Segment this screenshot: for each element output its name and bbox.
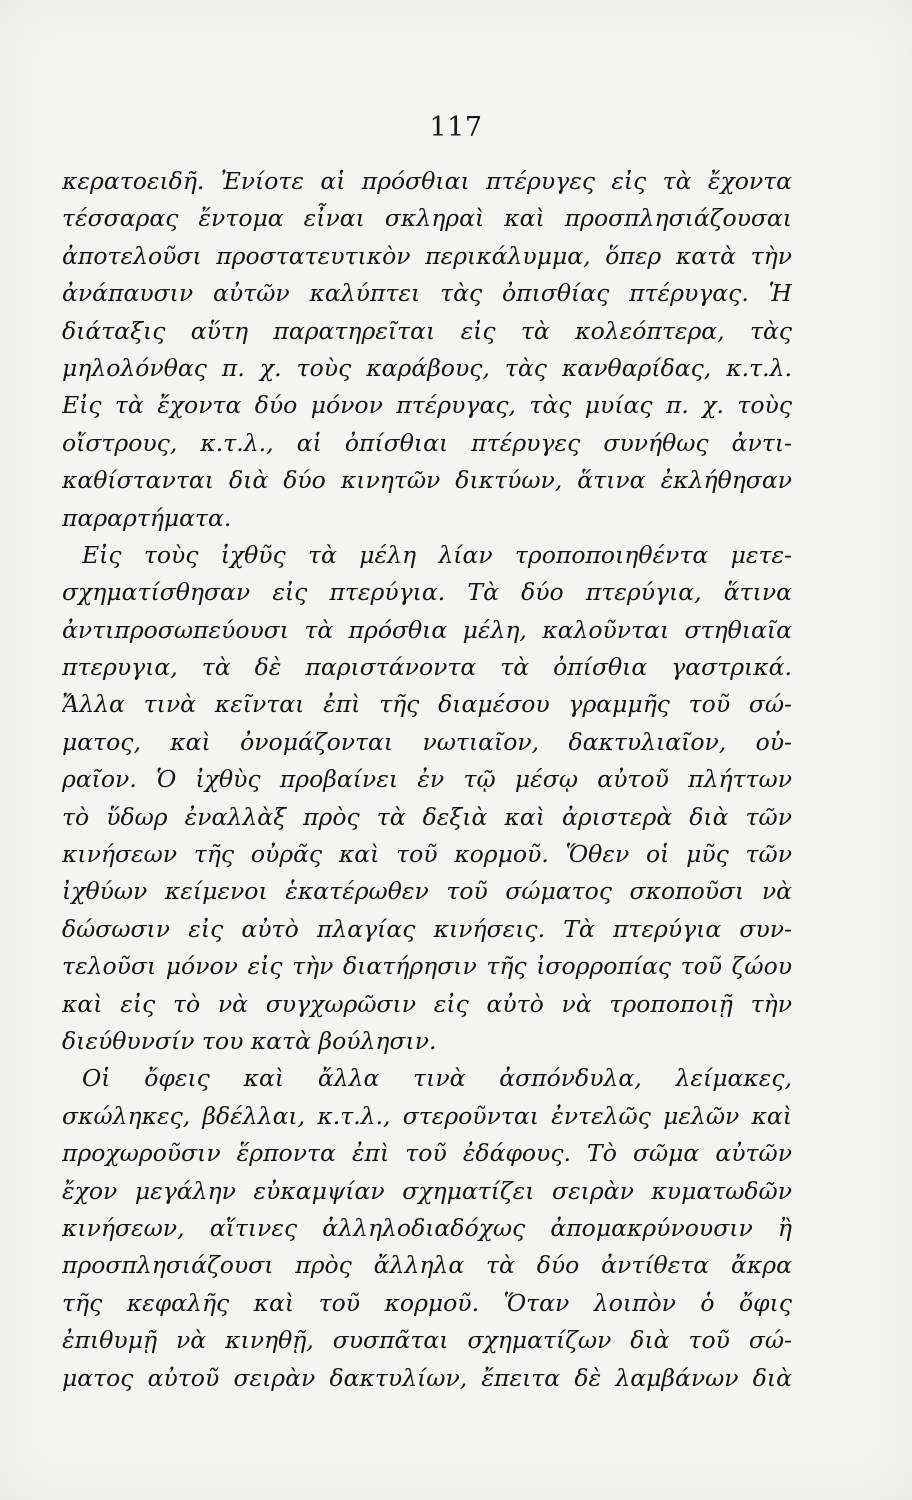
body-text (62, 163, 792, 1397)
text-line: τὸ ὕδωρ ἐναλλὰξ πρὸς τὰ δεξιὰ καὶ ἀριστερὰ διὰ τῶν (62, 802, 792, 831)
text-line: κινήσεων τῆς οὐρᾶς καὶ τοῦ κορμοῦ. Ὅθεν οἱ μῦς τῶν (62, 840, 792, 869)
text-line: ἀντιπροσωπεύουσι τὰ πρόσθια μέλη, καλοῦνται στηθιαῖα (62, 615, 792, 644)
text-line: Εἰς τὰ ἔχοντα δύο μόνον πτέρυγας, τὰς μυίας π. χ. τοὺς (62, 391, 792, 420)
text-line: παραρτήματα. (62, 503, 232, 532)
text-line: κινήσεων, αἵτινες ἀλληλοδιαδόχως ἀπομακρύνουσιν ἢ (62, 1213, 792, 1242)
text-line: ματος αὐτοῦ σειρὰν δακτυλίων, ἔπειτα δὲ λαμβάνων διὰ (62, 1363, 792, 1392)
text-line: ἔχον μεγάλην εὐκαμψίαν σχηματίζει σειρὰν κυματωδῶν (62, 1176, 792, 1205)
text-line: προχωροῦσιν ἕρποντα ἐπὶ τοῦ ἐδάφους. Τὸ σῶμα αὐτῶν (62, 1139, 792, 1168)
text-line: ἐπιθυμῇ νὰ κινηθῇ, συσπᾶται σχηματίζων διὰ τοῦ σώ- (62, 1326, 792, 1355)
text-line: σκώληκες, βδέλλαι, κ.τ.λ., στεροῦνται ἐντελῶς μελῶν καὶ (62, 1101, 792, 1130)
text-line: καθίστανται διὰ δύο κινητῶν δικτύων, ἅτινα ἐκλήθησαν (62, 466, 792, 495)
text-line: τέσσαρας ἔντομα εἶναι σκληραὶ καὶ προσπλησιάζουσαι (62, 204, 792, 233)
text-line: κερατοειδῆ. Ἐνίοτε αἱ πρόσθιαι πτέρυγες εἰς τὰ ἔχοντα (62, 167, 792, 195)
text-line: Οἱ ὄφεις καὶ ἄλλα τινὰ ἀσπόνδυλα, λείμακες, (82, 1064, 792, 1093)
text-line: ραῖον. Ὁ ἰχθὺς προβαίνει ἐν τῷ μέσῳ αὐτοῦ πλήττων (62, 765, 792, 794)
text-line: διάταξις αὕτη παρατηρεῖται εἰς τὰ κολεόπτερα, τὰς (62, 316, 792, 345)
text-line: ἰχθύων κείμενοι ἑκατέρωθεν τοῦ σώματος σκοποῦσι νὰ (62, 877, 792, 906)
text-line: δώσωσιν εἰς αὐτὸ πλαγίας κινήσεις. Τὰ πτερύγια συν- (62, 914, 792, 943)
text-line: Ἄλλα τινὰ κεῖνται ἐπὶ τῆς διαμέσου γραμμῆς τοῦ σώ- (62, 690, 792, 719)
text-line: πτερυγια, τὰ δὲ παριστάνοντα τὰ ὀπίσθια γαστρικά. (62, 653, 792, 682)
text-line: ματος, καὶ ὀνομάζονται νωτιαῖον, δακτυλιαῖον, οὐ- (62, 727, 792, 756)
text-line: τῆς κεφαλῆς καὶ τοῦ κορμοῦ. Ὅταν λοιπὸν ὁ ὄφις (62, 1288, 792, 1317)
text-line: τελοῦσι μόνον εἰς τὴν διατήρησιν τῆς ἰσορροπίας τοῦ ζώου (62, 952, 792, 981)
text-line: διεύθυνσίν του κατὰ βούλησιν. (62, 1026, 437, 1055)
text-line: προσπλησιάζουσι πρὸς ἄλληλα τὰ δύο ἀντίθετα ἄκρα (62, 1251, 792, 1280)
paragraph-insect-wings (62, 163, 792, 537)
text-line: ἀποτελοῦσι προστατευτικὸν περικάλυμμα, ὅπερ κατὰ τὴν (62, 241, 792, 270)
paragraph-fish-fins (62, 537, 792, 1060)
text-line: οἴστρους, κ.τ.λ., αἱ ὀπίσθιαι πτέρυγες συνήθως ἀντι- (62, 428, 792, 457)
page-number: 117 (429, 112, 483, 143)
text-line: Εἰς τοὺς ἰχθῦς τὰ μέλη λίαν τροποποιηθέντα μετε- (82, 540, 792, 569)
text-line: σχηματίσθησαν εἰς πτερύγια. Τὰ δύο πτερύγια, ἅτινα (62, 578, 792, 607)
text-line: ἀνάπαυσιν αὐτῶν καλύπτει τὰς ὀπισθίας πτέρυγας. Ἡ (62, 279, 792, 308)
text-line: καὶ εἰς τὸ νὰ συγχωρῶσιν εἰς αὐτὸ νὰ τροποποιῇ τὴν (62, 989, 792, 1018)
text-line: μηλολόνθας π. χ. τοὺς καράβους, τὰς κανθαρίδας, κ.τ.λ. (62, 353, 792, 382)
paragraph-snakes (62, 1060, 792, 1397)
